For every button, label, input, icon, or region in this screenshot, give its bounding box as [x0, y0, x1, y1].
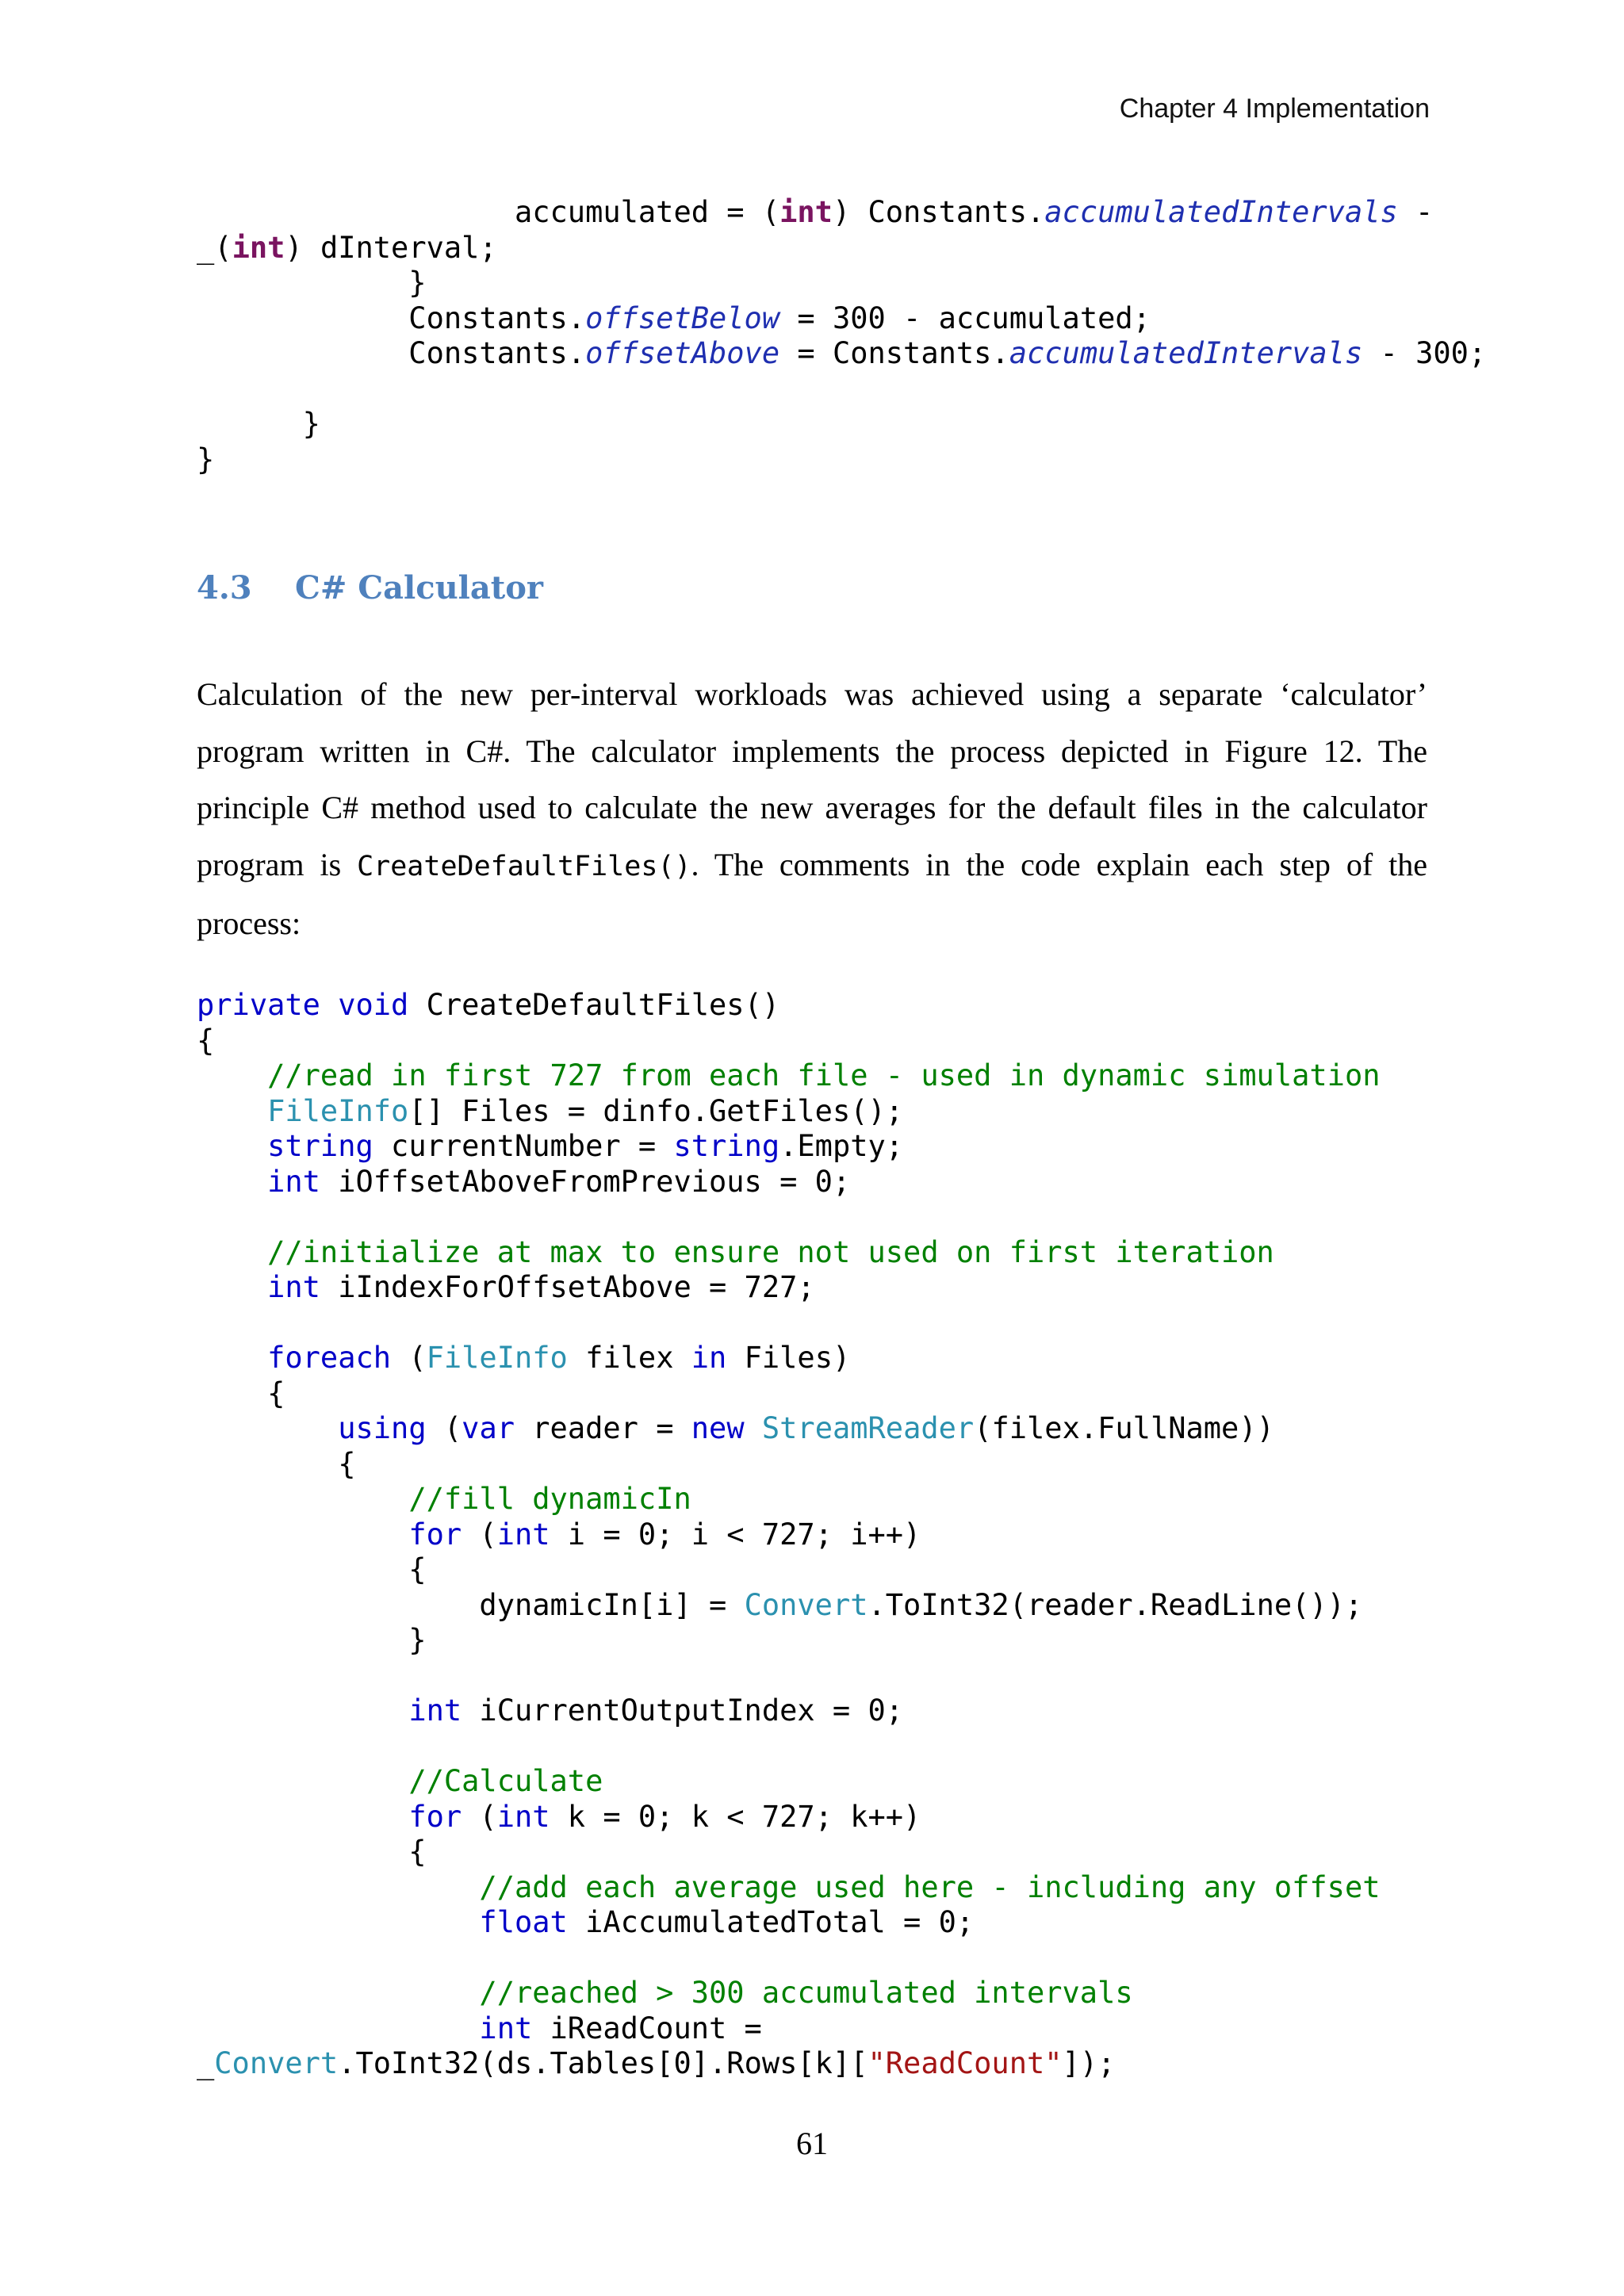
code-line: [197, 1552, 1381, 1588]
code-token: //fill dynamicIn: [408, 1482, 691, 1516]
code-token: accumulatedIntervals: [1044, 195, 1398, 229]
code-line: [197, 1447, 1381, 1483]
code-token: iAccumulatedTotal = 0;: [567, 1905, 975, 1939]
code-token: accumulated = (: [197, 195, 780, 229]
code-line: [197, 1024, 1381, 1059]
code-line: [197, 1411, 1381, 1447]
code-token: //initialize at max to ensure not used on first iteration: [267, 1234, 1274, 1269]
code-token: [197, 1235, 267, 1269]
code-token: //read in first 727 from each file - used in dynamic simulation: [267, 1058, 1381, 1093]
code-token: using: [338, 1411, 427, 1445]
code-line: [197, 1588, 1381, 1624]
code-token: ) Constants.: [832, 195, 1045, 229]
code-token: _: [197, 2046, 215, 2080]
code-token: Constants.: [197, 336, 586, 370]
code-token: dynamicIn[i] =: [197, 1587, 745, 1622]
code-token: string: [267, 1129, 373, 1163]
code-token: Convert: [214, 2046, 339, 2080]
code-token: new: [691, 1411, 745, 1445]
code-token: }: [197, 266, 427, 300]
code-token: //reached > 300 accumulated intervals: [479, 1976, 1133, 2010]
paragraph-text-before: Calculation of the new per-interval workloads was achieved using a separate ‘calculator’ program written in C#. The calculator implements the process depicted in Figure 12. The principle C# method used to calculate the new averages for the default files in the calculator program is: [197, 676, 1427, 882]
code-line: [197, 1693, 1381, 1729]
code-token: "ReadCount": [868, 2046, 1063, 2080]
code-token: (: [462, 1799, 497, 1834]
code-block-main: [197, 988, 1381, 2082]
code-token: [197, 1517, 408, 1552]
code-token: [197, 1165, 267, 1199]
code-token: in: [691, 1341, 727, 1375]
code-token: reader =: [515, 1411, 691, 1445]
code-line: [197, 1376, 1381, 1412]
code-line: [197, 1200, 1381, 1235]
code-token: (: [426, 1411, 462, 1445]
code-token: Files): [726, 1341, 851, 1375]
code-token: }: [197, 407, 320, 441]
code-token: [197, 1800, 408, 1834]
code-token: {: [197, 1376, 285, 1410]
body-paragraph: [197, 666, 1427, 952]
code-token: [] Files = dinfo.GetFiles();: [408, 1093, 904, 1128]
code-line: [197, 2046, 1381, 2082]
code-token: foreach: [267, 1341, 392, 1375]
code-token: int: [479, 2011, 533, 2045]
code-token: .ToInt32(reader.ReadLine());: [868, 1587, 1363, 1622]
code-token: iReadCount =: [532, 2011, 762, 2045]
code-token: .ToInt32(ds.Tables[0].Rows[k][: [338, 2046, 868, 2080]
code-token: iCurrentOutputIndex = 0;: [462, 1693, 904, 1728]
code-token: -: [1397, 195, 1434, 229]
code-token: [197, 1482, 408, 1516]
code-token: currentNumber =: [373, 1129, 674, 1163]
code-token: [197, 1094, 267, 1128]
code-token: [197, 1411, 338, 1445]
code-token: string: [673, 1129, 780, 1163]
code-token: (filex.FullName)): [974, 1411, 1274, 1445]
code-line: [197, 1129, 1381, 1165]
code-line: [197, 1517, 1381, 1553]
code-line: [197, 407, 1486, 442]
code-token: void: [338, 988, 409, 1022]
code-token: {: [197, 1023, 215, 1058]
code-line: [197, 301, 1486, 337]
code-line: [197, 1659, 1381, 1694]
code-token: [197, 1976, 479, 2010]
code-token: [197, 1905, 479, 1939]
code-token: float: [479, 1905, 568, 1939]
code-token: }: [197, 1623, 427, 1657]
code-token: int: [267, 1164, 320, 1199]
code-token: CreateDefaultFiles(): [408, 988, 780, 1022]
code-token: Constants.: [197, 300, 586, 335]
section-number: 4.3: [197, 569, 252, 607]
code-line: [197, 1270, 1381, 1306]
code-line: [197, 1341, 1381, 1376]
code-token: i = 0; i < 727; i++): [550, 1517, 921, 1552]
code-token: k = 0; k < 727; k++): [550, 1799, 921, 1834]
code-token: [197, 2011, 479, 2045]
page-number: 61: [796, 2126, 828, 2161]
code-line: [197, 231, 1486, 266]
code-token: int: [408, 1693, 462, 1728]
code-token: ]);: [1062, 2046, 1116, 2080]
code-token: for: [408, 1799, 462, 1834]
code-line: [197, 1058, 1381, 1094]
code-line: [197, 1306, 1381, 1341]
code-line: [197, 1482, 1381, 1517]
code-token: int: [496, 1517, 550, 1552]
code-token: [197, 1270, 267, 1304]
code-token: [197, 1058, 267, 1093]
code-token: = 300 - accumulated;: [779, 300, 1151, 335]
code-line: [197, 988, 1381, 1024]
code-block-top: [197, 195, 1486, 477]
code-token: Convert: [744, 1587, 868, 1622]
code-token: int: [267, 1270, 320, 1304]
code-token: .Empty;: [779, 1129, 904, 1163]
code-token: int: [232, 230, 285, 265]
section-heading: [197, 569, 543, 607]
code-token: accumulatedIntervals: [1009, 336, 1363, 370]
running-header: Chapter 4 Implementation: [1119, 94, 1430, 124]
code-token: FileInfo: [426, 1341, 568, 1375]
code-token: offsetAbove: [585, 336, 780, 370]
code-line: [197, 1976, 1381, 2011]
code-line: [197, 1764, 1381, 1800]
code-token: - 300;: [1362, 336, 1487, 370]
inline-code: CreateDefaultFiles(): [357, 850, 691, 882]
code-token: = Constants.: [779, 336, 1009, 370]
code-token: int: [779, 195, 833, 229]
code-line: [197, 1905, 1381, 1941]
code-token: FileInfo: [267, 1093, 409, 1128]
code-line: [197, 1623, 1381, 1659]
code-token: {: [197, 1446, 356, 1481]
code-token: [197, 1129, 267, 1163]
code-token: filex: [567, 1341, 691, 1375]
code-line: [197, 372, 1486, 408]
code-token: iIndexForOffsetAbove = 727;: [320, 1270, 815, 1304]
code-line: [197, 1094, 1381, 1130]
code-token: }: [197, 442, 215, 476]
code-token: int: [496, 1799, 550, 1834]
code-line: [197, 2011, 1381, 2047]
paragraph-text-after: . The comments in the code explain each step of the process:: [197, 846, 1428, 941]
code-token: (: [391, 1341, 427, 1375]
code-line: [197, 1835, 1381, 1870]
code-token: {: [197, 1835, 427, 1869]
code-token: offsetBelow: [585, 300, 780, 335]
code-token: [197, 1764, 408, 1798]
code-token: iOffsetAboveFromPrevious = 0;: [320, 1164, 851, 1199]
code-token: ) dInterval;: [285, 230, 497, 265]
code-line: [197, 1235, 1381, 1271]
code-token: [320, 988, 338, 1022]
code-line: [197, 1165, 1381, 1200]
code-line: [197, 1800, 1381, 1835]
code-token: StreamReader: [761, 1411, 975, 1445]
code-token: (: [462, 1517, 497, 1552]
code-line: [197, 336, 1486, 372]
code-token: [197, 1693, 408, 1728]
code-token: [745, 1411, 762, 1445]
code-line: [197, 1870, 1381, 1906]
section-title: C# Calculator: [295, 569, 544, 607]
code-line: [197, 1729, 1381, 1765]
code-token: //Calculate: [408, 1764, 603, 1798]
code-line: [197, 266, 1486, 301]
code-token: var: [462, 1411, 515, 1445]
code-token: [197, 1870, 479, 1904]
code-token: _(: [197, 230, 232, 265]
code-token: private: [197, 988, 320, 1022]
code-token: [197, 1341, 267, 1375]
code-token: {: [197, 1552, 427, 1586]
code-token: for: [408, 1517, 462, 1552]
code-token: //add each average used here - including any offset: [479, 1869, 1381, 1904]
code-line: [197, 195, 1486, 231]
code-line: [197, 1941, 1381, 1976]
code-line: [197, 442, 1486, 478]
